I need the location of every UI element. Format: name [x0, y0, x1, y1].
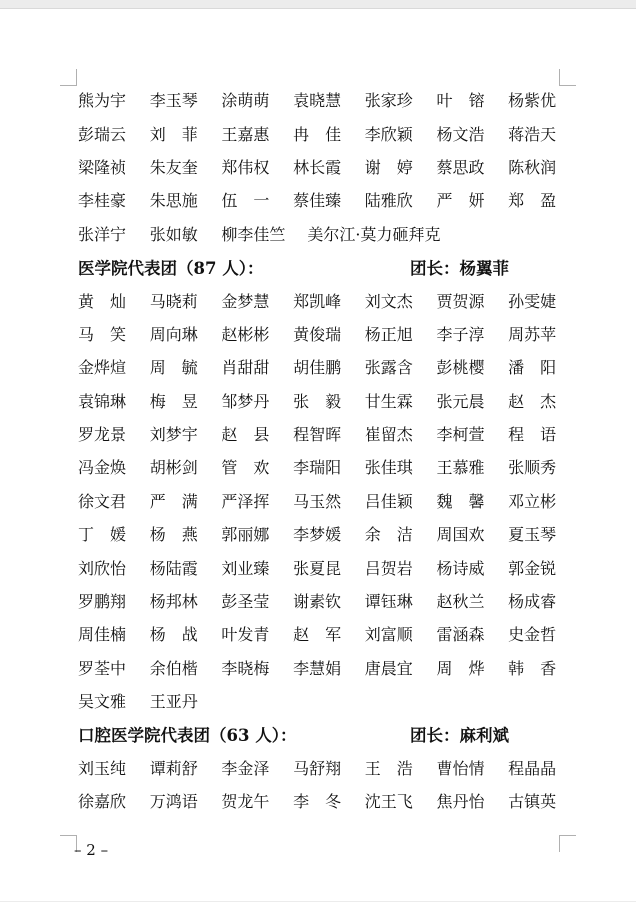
- member-name: 王慕雅: [436, 458, 485, 478]
- member-name: 金梦慧: [221, 291, 270, 311]
- delegation-title: 医学院代表团（87 人）：: [78, 258, 264, 278]
- member-name: 郭丽娜: [221, 525, 270, 545]
- member-name: 肖甜甜: [221, 358, 270, 378]
- member-name: 郑凯峰: [293, 291, 342, 311]
- member-name: 张洋宁: [78, 224, 127, 244]
- member-name: 吕佳颖: [364, 491, 413, 511]
- name-row: [78, 684, 568, 717]
- member-name: 梅 昱: [149, 391, 198, 411]
- member-name: 李瑞阳: [293, 458, 342, 478]
- name-row: [78, 183, 568, 216]
- member-name: 涂萌萌: [221, 91, 270, 111]
- name-row: [78, 317, 568, 350]
- member-name: 张佳琪: [364, 458, 413, 478]
- member-name: 柳李佳竺: [221, 224, 286, 244]
- member-name: 余伯楷: [149, 658, 198, 678]
- member-name: 张夏昆: [293, 558, 342, 578]
- member-name: 丁 媛: [78, 525, 127, 545]
- member-name: 熊为宇: [78, 91, 127, 111]
- member-name: 周国欢: [436, 525, 485, 545]
- member-name: 杨文浩: [436, 124, 485, 144]
- member-name: 冯金焕: [78, 458, 127, 478]
- name-row: [78, 617, 568, 650]
- member-name: 严 妍: [436, 191, 485, 211]
- member-name: 叶 镕: [436, 91, 485, 111]
- member-name: 李玉琴: [149, 91, 198, 111]
- member-name: 郭金锐: [508, 558, 557, 578]
- member-name: 杨陆霞: [149, 558, 198, 578]
- member-name: 周佳楠: [78, 625, 127, 645]
- member-name: 陈秋润: [508, 157, 557, 177]
- member-name: 李欣颖: [364, 124, 413, 144]
- member-name: 潘 阳: [508, 358, 557, 378]
- member-name: 谭莉舒: [149, 759, 198, 778]
- member-name: 邓立彬: [508, 491, 557, 511]
- member-name: 蔡佳臻: [293, 191, 342, 211]
- name-row: [78, 751, 568, 784]
- name-row: [78, 550, 568, 583]
- member-name: 赵彬彬: [221, 324, 270, 344]
- member-name: 赵秋兰: [436, 592, 485, 612]
- member-name: 朱友奎: [149, 157, 198, 177]
- name-row: [78, 217, 568, 250]
- member-name: 张家珍: [364, 91, 413, 111]
- member-name: 黄 灿: [78, 291, 127, 311]
- crop-mark-top-left: [60, 69, 77, 86]
- member-name: 张如敏: [149, 224, 198, 244]
- member-name: 李慧娟: [293, 658, 342, 678]
- name-row: [78, 784, 568, 817]
- name-row: [78, 584, 568, 617]
- member-name: 周苏苹: [508, 324, 557, 344]
- member-name: 赵 军: [293, 625, 342, 645]
- member-name: 曹怡情: [436, 759, 485, 778]
- member-name: 刘富顺: [364, 625, 413, 645]
- member-name: 李子淳: [436, 324, 485, 344]
- member-name: 王亚丹: [149, 692, 198, 712]
- member-name: 杨正旭: [364, 324, 413, 344]
- member-name: 张元晨: [436, 391, 485, 411]
- member-name: 李金泽: [221, 759, 270, 778]
- member-name: 徐文君: [78, 491, 127, 511]
- member-name: 彭圣莹: [221, 592, 270, 612]
- member-name: 甘生霖: [364, 391, 413, 411]
- member-name: 李 冬: [293, 792, 342, 812]
- crop-mark-bottom-right: [559, 835, 576, 852]
- member-name: 赵 杰: [508, 391, 557, 411]
- member-name: 张 毅: [293, 391, 342, 411]
- member-name: 夏玉琴: [508, 525, 557, 545]
- member-name: 杨 战: [149, 625, 198, 645]
- member-name: 程 语: [508, 425, 557, 445]
- member-name: 黄俊瑞: [293, 324, 342, 344]
- name-row: [78, 517, 568, 550]
- member-name: 唐晨宜: [364, 658, 413, 678]
- member-name: 叶发青: [221, 625, 270, 645]
- member-name: 吕贺岩: [364, 558, 413, 578]
- member-name: 吴文雅: [78, 692, 127, 712]
- member-name: 贾贺源: [436, 291, 485, 311]
- member-name: 罗鹏翔: [78, 592, 127, 612]
- page-number: – 2 –: [74, 841, 109, 859]
- member-name: 郑 盈: [508, 191, 557, 211]
- member-name: 贺龙午: [221, 792, 270, 812]
- delegation-leader: 团长：麻利斌: [410, 726, 509, 746]
- member-name: 刘文杰: [364, 291, 413, 311]
- member-name: 彭桃樱: [436, 358, 485, 378]
- member-name: 邹梦丹: [221, 391, 270, 411]
- member-name: 郑伟权: [221, 157, 270, 177]
- member-name: 罗荃中: [78, 658, 127, 678]
- member-name: 梁隆祯: [78, 157, 127, 177]
- delegation-title: 口腔医学院代表团（63 人）：: [78, 726, 297, 746]
- member-name: 沈王飞: [364, 792, 413, 812]
- member-name: 谢 婷: [364, 157, 413, 177]
- name-row: [78, 150, 568, 183]
- member-name: 刘业臻: [221, 558, 270, 578]
- name-row: [78, 116, 568, 149]
- member-name: 周向琳: [149, 324, 198, 344]
- member-name: 刘 菲: [149, 124, 198, 144]
- member-name: 程晶晶: [508, 759, 557, 778]
- delegation-leader: 团长：杨翼菲: [410, 258, 509, 278]
- member-name: 谭钰琳: [364, 592, 413, 612]
- member-name: 杨紫优: [508, 91, 557, 111]
- member-name: 刘玉纯: [78, 759, 127, 778]
- member-name: 蔡思政: [436, 157, 485, 177]
- member-name: 袁晓慧: [293, 91, 342, 111]
- member-name: 李晓梅: [221, 658, 270, 678]
- member-name: 程智晖: [293, 425, 342, 445]
- member-name: 杨 燕: [149, 525, 198, 545]
- name-row: [78, 83, 568, 116]
- name-row: [78, 350, 568, 383]
- document-page: [0, 8, 636, 901]
- member-name: 杨邦林: [149, 592, 198, 612]
- member-name: 雷涵森: [436, 625, 485, 645]
- name-row: [78, 651, 568, 684]
- delegation-heading: [78, 717, 538, 750]
- member-name: 胡彬剑: [149, 458, 198, 478]
- member-name: 李桂豪: [78, 191, 127, 211]
- name-row: [78, 283, 568, 316]
- name-row: [78, 384, 568, 417]
- member-name: 张露含: [364, 358, 413, 378]
- member-name: 伍 一: [221, 191, 270, 211]
- member-name: 徐嘉欣: [78, 792, 127, 812]
- name-row: [78, 417, 568, 450]
- member-name: 周 烨: [436, 658, 485, 678]
- member-name: 金烨煊: [78, 358, 127, 378]
- member-name: 彭瑞云: [78, 124, 127, 144]
- member-name: 胡佳鹏: [293, 358, 342, 378]
- name-row: [78, 484, 568, 517]
- member-name: 魏 馨: [436, 491, 485, 511]
- member-name: 袁锦琳: [78, 391, 127, 411]
- delegation-heading: [78, 250, 538, 283]
- member-name: 管 欢: [221, 458, 270, 478]
- member-name: 孙雯婕: [508, 291, 557, 311]
- member-name: 万鸿语: [149, 792, 198, 812]
- member-name: 严 满: [149, 491, 198, 511]
- member-name: 陆雅欣: [364, 191, 413, 211]
- member-name: 罗龙景: [78, 425, 127, 445]
- member-name: 严泽挥: [221, 491, 270, 511]
- member-name: 杨诗威: [436, 558, 485, 578]
- member-name: 美尔江·莫力砸拜克: [307, 224, 441, 244]
- member-name: 谢素钦: [293, 592, 342, 612]
- member-name: 朱思施: [149, 191, 198, 211]
- member-name: 刘梦宇: [149, 425, 198, 445]
- name-row: [78, 450, 568, 483]
- member-name: 韩 香: [508, 658, 557, 678]
- member-name: 马舒翔: [293, 759, 342, 778]
- member-name: 王嘉惠: [221, 124, 270, 144]
- member-name: 王 浩: [364, 759, 413, 778]
- member-name: 冉 佳: [293, 124, 342, 144]
- member-name: 马晓莉: [149, 291, 198, 311]
- member-name: 赵 县: [221, 425, 270, 445]
- member-name: 马 笑: [78, 324, 127, 344]
- member-name: 杨成睿: [508, 592, 557, 612]
- member-name: 史金哲: [508, 625, 557, 645]
- member-name: 余 洁: [364, 525, 413, 545]
- member-name: 林长霞: [293, 157, 342, 177]
- member-name: 崔留杰: [364, 425, 413, 445]
- member-name: 蒋浩天: [508, 124, 557, 144]
- member-name: 周 毓: [149, 358, 198, 378]
- member-name: 张顺秀: [508, 458, 557, 478]
- member-name: 李柯萱: [436, 425, 485, 445]
- name-list: [78, 83, 568, 818]
- member-name: 马玉然: [293, 491, 342, 511]
- member-name: 李梦媛: [293, 525, 342, 545]
- member-name: 古镇英: [508, 792, 557, 812]
- member-name: 焦丹怡: [436, 792, 485, 812]
- member-name: 刘欣怡: [78, 558, 127, 578]
